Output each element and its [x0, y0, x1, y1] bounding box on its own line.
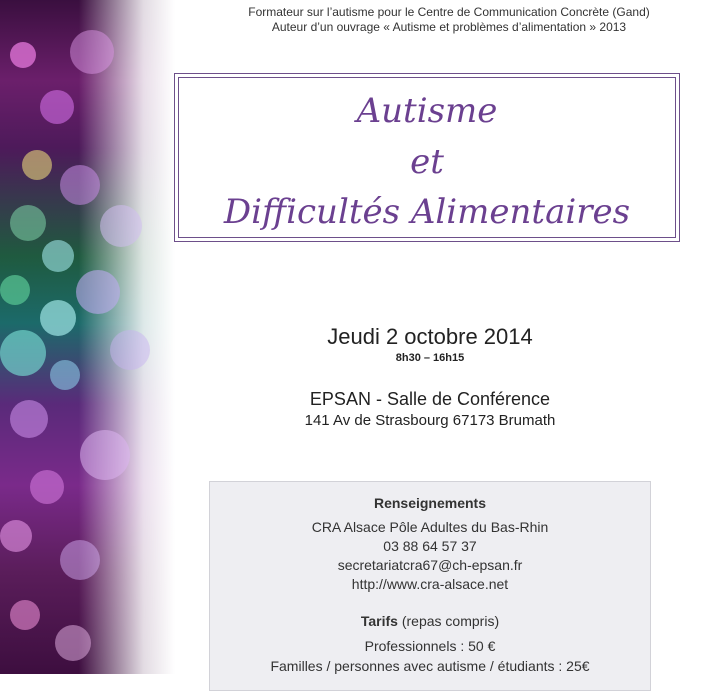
event-address: 141 Av de Strasbourg 67173 Brumath	[304, 412, 556, 429]
header-lines	[175, 0, 723, 35]
price-pro: Professionnels : 50 €	[364, 638, 496, 654]
bokeh-dot	[0, 330, 46, 376]
bokeh-dot	[22, 150, 52, 180]
info-phone: 03 88 64 57 37	[383, 538, 477, 554]
bokeh-dot	[100, 205, 142, 247]
title-line-1: Autisme	[356, 91, 498, 131]
bokeh-dot	[42, 240, 74, 272]
bokeh-dot	[0, 275, 30, 305]
info-org: CRA Alsace Pôle Adultes du Bas-Rhin	[311, 519, 549, 535]
price-families: Familles / personnes avec autisme / étudiants : 25€	[270, 658, 590, 674]
bokeh-dot	[10, 600, 40, 630]
decorative-bokeh-strip	[0, 0, 175, 674]
title-line-3: Difficultés Alimentaires	[223, 192, 631, 232]
email-link[interactable]: secretariatcra67@ch-epsan.fr	[337, 557, 523, 573]
website-link[interactable]: http://www.cra-alsace.net	[351, 576, 509, 592]
tarifs-line	[210, 613, 650, 629]
event-date: Jeudi 2 octobre 2014	[327, 324, 533, 349]
bokeh-dot	[30, 470, 64, 504]
event-time: 8h30 – 16h15	[395, 352, 465, 364]
info-box	[209, 481, 651, 691]
bokeh-dot	[70, 30, 114, 74]
info-heading: Renseignements	[373, 495, 487, 511]
header-line-2: Auteur d’un ouvrage « Autisme et problèmes d’alimentation » 2013	[271, 20, 627, 34]
tarifs-note: (repas compris)	[401, 613, 500, 629]
bokeh-dot	[40, 90, 74, 124]
header-line-1: Formateur sur l’autisme pour le Centre de Communication Concrète (Gand)	[248, 5, 650, 19]
bokeh-dot	[10, 400, 48, 438]
bokeh-dot	[40, 300, 76, 336]
bokeh-dot	[55, 625, 91, 661]
bokeh-dot	[0, 520, 32, 552]
bokeh-dot	[10, 42, 36, 68]
title-box	[174, 73, 680, 242]
title-line-2: et	[410, 142, 444, 182]
info-email[interactable]	[210, 557, 650, 573]
tarifs-label: Tarifs	[360, 613, 398, 629]
info-website[interactable]	[210, 576, 650, 592]
bokeh-dot	[80, 430, 130, 480]
bokeh-dot	[60, 540, 100, 580]
event-venue: EPSAN - Salle de Conférence	[309, 389, 551, 409]
bokeh-dot	[76, 270, 120, 314]
bokeh-dot	[110, 330, 150, 370]
bokeh-dot	[50, 360, 80, 390]
bokeh-dot	[60, 165, 100, 205]
bokeh-dot	[10, 205, 46, 241]
